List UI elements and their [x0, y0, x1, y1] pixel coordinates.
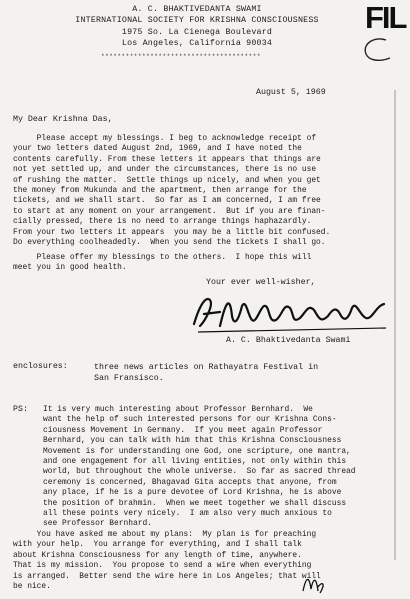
salutation: My Dear Krishna Das, [13, 115, 113, 124]
scan-edge-shadow [394, 90, 396, 560]
signature-typed-name: A. C. Bhaktivedanta Swami [226, 336, 351, 345]
letterhead-name: A. C. BHAKTIVEDANTA SWAMI [132, 5, 262, 14]
file-stamp: FIL [365, 0, 406, 35]
enclosures-label: enclosures: [13, 362, 68, 371]
postscript-text: It is very much interesting about Professor Bernhard. We want the help of such interested persons for our Krishna Cons- ciousness Movement in Germany. If you meet again Professor Bernhard, you can talk with him that this Krishna Consciousness Movement is for understanding one God, one scripture, one mantra, and one engagement for all living entities, not only within this world, but throughout the whole universe. So far as sacred thread ceremony is concerned, Bhagavad Gita accepts that anyone, from any place, if he is a pure devotee of Lord Krishna, he is above the position of brahmin. When we meet together we shall discuss all these points very nicely. I am also very much anxious to see Professor Bernhard. [43, 405, 356, 529]
handwritten-initials [300, 571, 328, 597]
letter-date: August 5, 1969 [256, 88, 326, 97]
handwritten-c-mark [356, 34, 396, 66]
letterhead-city: Los Angeles, California 90034 [121, 39, 273, 49]
letterhead-divider: *************************************** [101, 53, 261, 60]
closing: Your ever well-wisher, [206, 278, 316, 287]
enclosures-text: three news articles on Rathayatra Festival in San Fransisco. [94, 363, 319, 383]
paragraph-2: Please offer my blessings to the others. I hope this will meet you in good health. [13, 253, 312, 273]
letterhead [62, 4, 332, 50]
handwritten-signature [190, 286, 390, 342]
letterhead-street: 1975 So. La Cienega Boulevard [121, 27, 273, 37]
paragraph-3: You have asked me about my plans: My plan is for preaching with your help. You arrange for everything, and I shall talk about Krishna Consciousness for any length of time, anywhere. That is my mission. You propose to send a wire when everything is arranged. Better send the wire here in Los Angeles; that will be nice. [13, 530, 321, 592]
ps-label: PS: [13, 405, 28, 414]
letterhead-organization: INTERNATIONAL SOCIETY FOR KRISHNA CONSCIOUSNESS [75, 16, 319, 26]
paragraph-1: Please accept my blessings. I beg to acknowledge receipt of your two letters dated August 2nd, 1969, and I have noted the contents carefully. From these letters it appears that things are not yet settled up, and under the circumstances, there is no use of rushing the matter. Settle things up nicely, and when you get the money from Mukunda and the apartment, then arrange for the tickets, and we shall start. So far as I am concerned, I am free to start at any moment on your arrangement. But if you are finan- cially pressed, there is no need to arrange things haphazardly. From your two letters it appears you may be a little bit confused. Do everything coolheadedly. When you send the tickets I shall go. [13, 134, 331, 248]
